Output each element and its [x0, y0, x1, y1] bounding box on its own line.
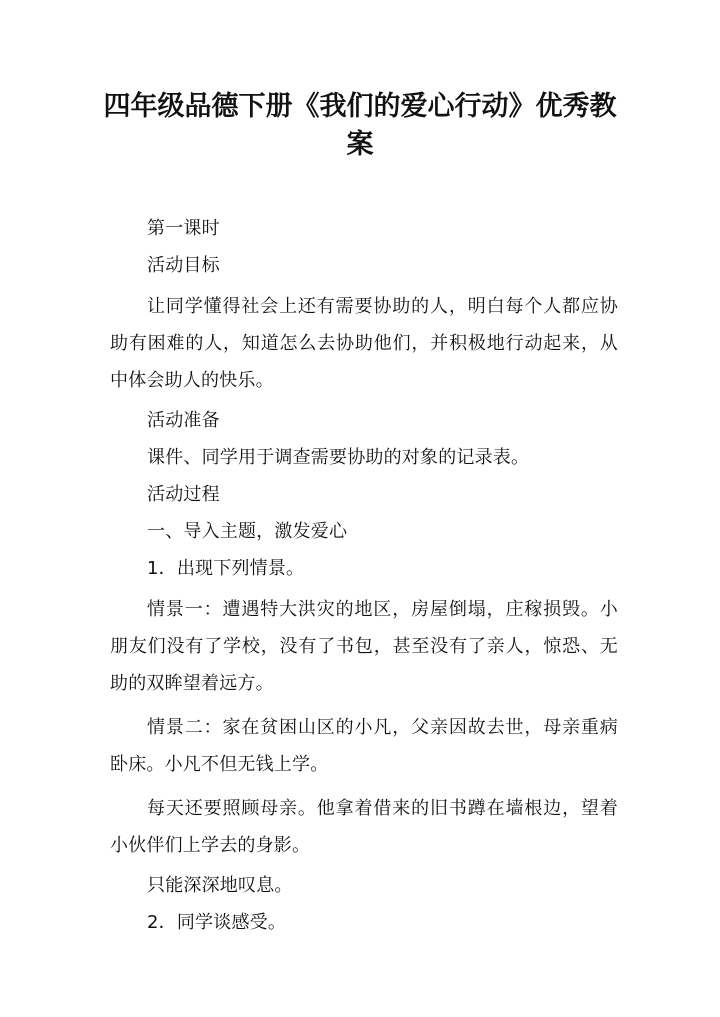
- paragraph-goal-text: 让同学懂得社会上还有需要协助的人，明白每个人都应协助有困难的人，知道怎么去协助他们，并积极地行动起来，从中体会助人的快乐。: [110, 296, 618, 391]
- paragraph-prep-heading: 活动准备: [147, 410, 220, 431]
- paragraph-scene-two: 情景二：家在贫困山区的小凡，父亲因故去世，母亲重病卧床。小凡不但无钱上学。: [110, 717, 618, 775]
- paragraph-prep-text: 课件、同学用于调查需要协助的对象的记录表。: [147, 447, 530, 468]
- document-body: [110, 214, 618, 945]
- paragraph-goal-heading: 活动目标: [147, 255, 220, 276]
- paragraph-item-two: 2．同学谈感受。: [147, 912, 287, 933]
- paragraph-sigh: 只能深深地叹息。: [147, 875, 293, 896]
- paragraph-lesson: 第一课时: [147, 218, 220, 239]
- paragraph-scene-two-cont: 每天还要照顾母亲。他拿着借来的旧书蹲在墙根边，望着小伙伴们上学去的身影。: [110, 798, 618, 856]
- paragraph-item-one: 1．出现下列情景。: [147, 558, 305, 579]
- paragraph-process-heading: 活动过程: [147, 484, 220, 505]
- document-title: 四年级品德下册《我们的爱心行动》优秀教案: [103, 91, 617, 160]
- paragraph-scene-one: 情景一：遭遇特大洪灾的地区，房屋倒塌，庄稼损毁。小朋友们没有了学校，没有了书包，甚至没有了亲人，惊恐、无助的双眸望着远方。: [110, 599, 618, 694]
- paragraph-section-one: 一、导入主题，激发爱心: [147, 521, 348, 542]
